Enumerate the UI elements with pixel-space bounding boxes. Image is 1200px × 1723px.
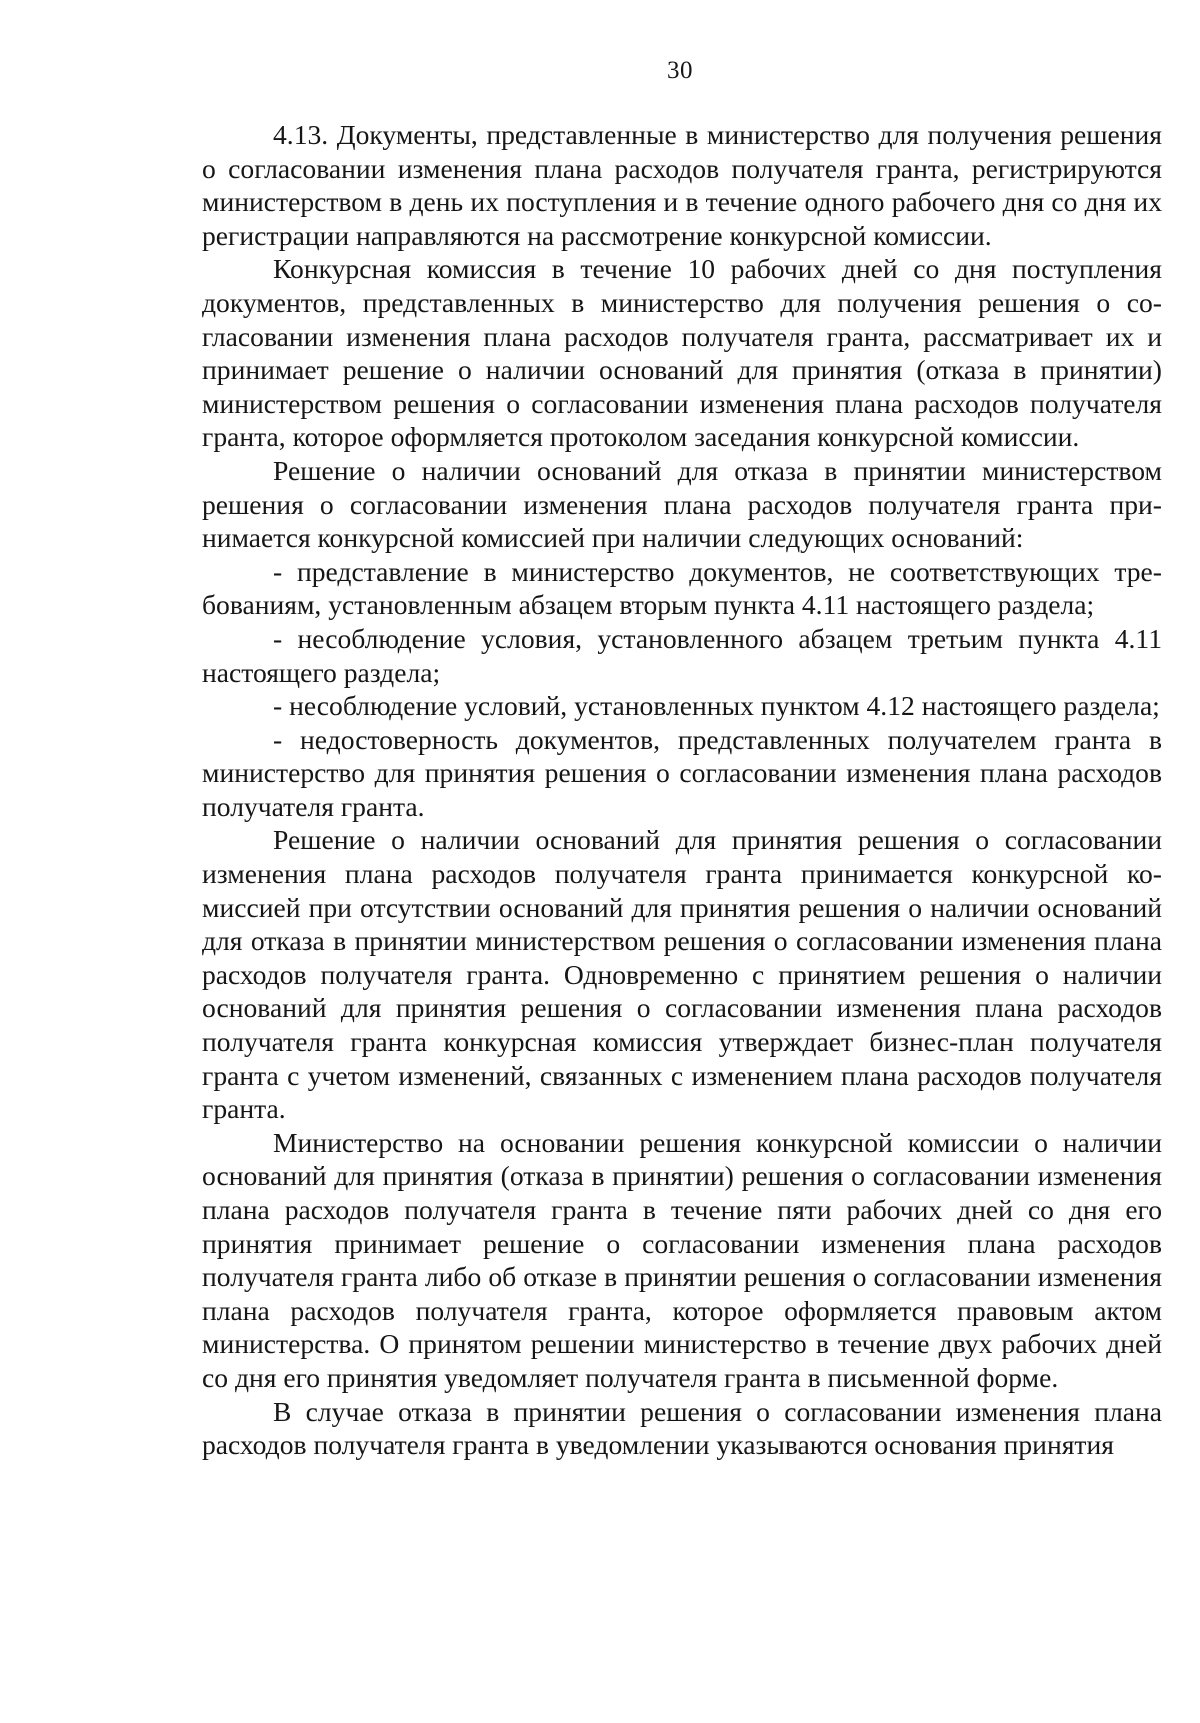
page-number: 30 [667, 57, 693, 84]
paragraph-4-13: 4.13. Документы, представленные в министерство для получения решения о согласовании изменения плана расходов получателя гранта, регистрируются министерством в день их поступления и в течение одного рабочего дня со дня их регистрации направляются на рассмотрение конкурсной комиссии. [202, 119, 1162, 251]
list-item-noncompliant-documents: - представление в министерство документов, не соответствующих требованиям, установленным абзацем вторым пункта 4.11 настоящего раздела; [202, 555, 1162, 621]
paragraph-refusal-notice: В случае отказа в принятии решения о согласовании изменения плана расходов получателя гранта в уведомлении указываются основания принятия [202, 1395, 1162, 1461]
list-item-condition-4-11: - несоблюдение условия, установленного абзацем третьим пункта 4.11 настоящего раздела; [202, 622, 1162, 688]
paragraph-approval-decision: Решение о наличии оснований для принятия решения о согласовании изменения плана расходов получателя гранта принимается конкурсной комиссией при отсутствии оснований для принятия решения о наличии оснований для отказа в принятии министерством решения о согласовании изменения плана расходов получателя гранта. Одновременно с принятием решения о наличии оснований для принятия решения о согласовании изменения плана расходов получателя гранта конкурсная комиссия утверждает бизнес-план получателя гранта с учетом изменений, связанных с изменением плана расходов получателя гранта. [202, 824, 1162, 1125]
paragraph-refusal-grounds-intro: Решение о наличии оснований для отказа в принятии министерством решения о согласовании изменения плана расходов получателя гранта принимается конкурсной комиссией при наличии следующих оснований: [202, 454, 1162, 554]
paragraph-commission-review: Конкурсная комиссия в течение 10 рабочих дней со дня поступления документов, представленных в министерство для получения решения о согласовании изменения плана расходов получателя гранта, рассматривает их и принимает решение о наличии оснований для принятия (отказа в принятии) министерством решения о согласовании изменения плана расходов получателя гранта, которое оформляется протоколом заседания конкурсной комиссии. [202, 253, 1162, 453]
document-body [202, 118, 1162, 1462]
paragraph-ministry-decision: Министерство на основании решения конкурсной комиссии о наличии оснований для принятия (отказа в принятии) решения о согласовании изменения плана расходов получателя гранта в течение пяти рабочих дней со дня его принятия принимает решение о согласовании изменения плана расходов получателя гранта либо об отказе в принятии решения о согласовании изменения плана расходов получателя гранта, которое оформляется правовым актом министерства. О принятом решении министерство в течение двух рабочих дней со дня его принятия уведомляет получателя гранта в письменной форме. [202, 1126, 1162, 1393]
list-item-unreliable-documents: - недостоверность документов, представленных получателем гранта в министерство для принятия решения о согласовании изменения плана расходов получателя гранта. [202, 723, 1162, 822]
list-item-conditions-4-12: - несоблюдение условий, установленных пунктом 4.12 настоящего раздела; [273, 690, 1160, 722]
